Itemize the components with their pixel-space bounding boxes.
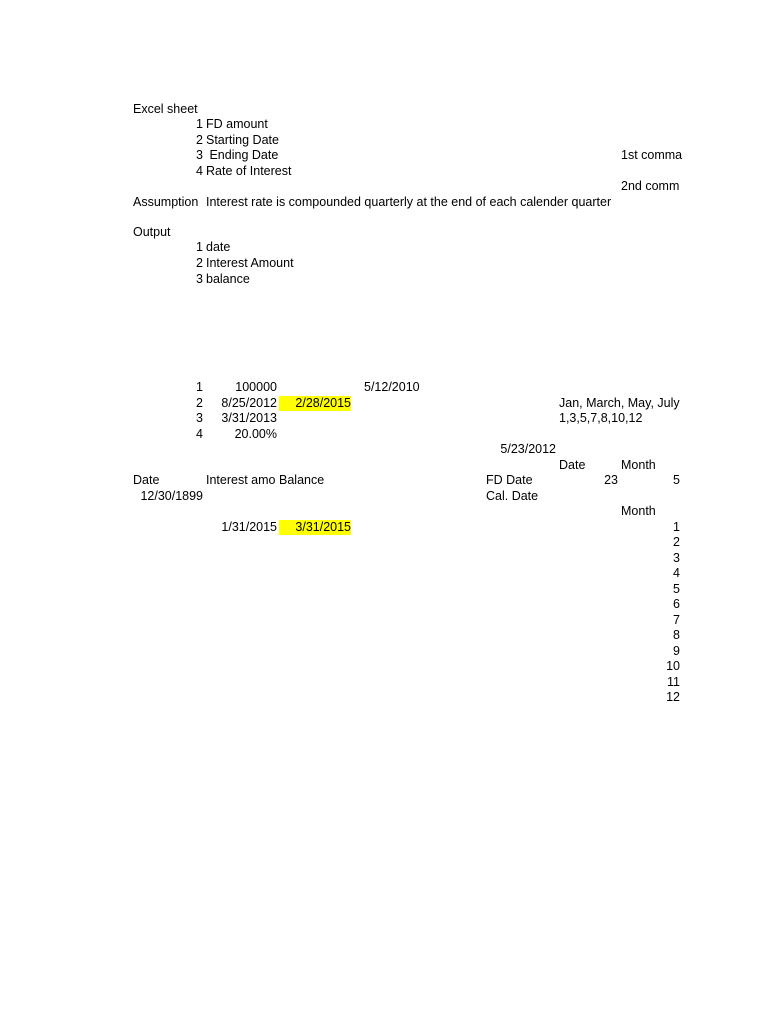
month-number: 7 (673, 613, 680, 627)
value-cell[interactable]: 3/31/2013 (221, 411, 277, 425)
month-number: 8 (673, 628, 680, 642)
input-item-label: Ending Date (206, 148, 279, 162)
table-row-date[interactable]: 1/31/2015 (221, 520, 277, 534)
input-item-label: Rate of Interest (206, 164, 292, 178)
assumption-label: Assumption (133, 195, 199, 209)
assumption-text: Interest rate is compounded quarterly at the end of each calender quarter (206, 195, 612, 209)
output-item-label: Interest Amount (206, 256, 294, 270)
month-number: 2 (673, 535, 680, 549)
value-row-num: 1 (196, 380, 203, 394)
months-numbers: 1,3,5,7,8,10,12 (559, 411, 643, 425)
table-header-date: Date (133, 473, 160, 487)
cal-date-label: Cal. Date (486, 489, 539, 503)
value-cell[interactable]: 20.00% (234, 427, 277, 441)
value-cell[interactable]: 8/25/2012 (221, 396, 277, 410)
highlighted-table-date[interactable]: 3/31/2015 (279, 520, 351, 535)
month-number: 1 (673, 520, 680, 534)
month-label: Month (621, 504, 656, 518)
value-row-num: 2 (196, 396, 203, 410)
month-number: 11 (667, 675, 680, 689)
start-reference-date[interactable]: 5/12/2010 (364, 380, 420, 394)
input-item-label: Starting Date (206, 133, 279, 147)
month-number: 12 (666, 690, 680, 704)
input-item-label: FD amount (206, 117, 268, 131)
month-number: 3 (673, 551, 680, 565)
month-number: 5 (673, 582, 680, 596)
calc-col-month: Month (621, 458, 656, 472)
output-heading: Output (133, 225, 171, 239)
months-text: Jan, March, May, July (559, 396, 680, 410)
output-item-num: 3 (196, 272, 203, 286)
input-item-num: 3 (196, 148, 203, 162)
output-item-num: 2 (196, 256, 203, 270)
table-header-interest: Interest amo (206, 473, 276, 487)
value-row-num: 3 (196, 411, 203, 425)
input-heading: Excel sheet (133, 102, 198, 116)
calc-col-date: Date (559, 458, 586, 472)
month-number: 6 (673, 597, 680, 611)
value-cell[interactable]: 100000 (235, 380, 277, 394)
month-number: 9 (673, 644, 680, 658)
table-first-date[interactable]: 12/30/1899 (140, 489, 203, 503)
table-header-balance: Balance (279, 473, 325, 487)
output-item-label: date (206, 240, 231, 254)
comment-2: 2nd comm (621, 179, 680, 193)
month-number: 4 (673, 566, 680, 580)
input-item-num: 4 (196, 164, 203, 178)
comment-1: 1st comma (621, 148, 683, 162)
input-item-num: 1 (196, 117, 203, 131)
fd-date-label: FD Date (486, 473, 533, 487)
input-item-num: 2 (196, 133, 203, 147)
value-row-num: 4 (196, 427, 203, 441)
fd-month-value[interactable]: 5 (673, 473, 680, 487)
output-item-label: balance (206, 272, 250, 286)
output-item-num: 1 (196, 240, 203, 254)
calc-date-value[interactable]: 5/23/2012 (500, 442, 556, 456)
month-number: 10 (666, 659, 680, 673)
fd-day-value[interactable]: 23 (604, 473, 618, 487)
highlighted-date-cell[interactable]: 2/28/2015 (279, 396, 351, 411)
